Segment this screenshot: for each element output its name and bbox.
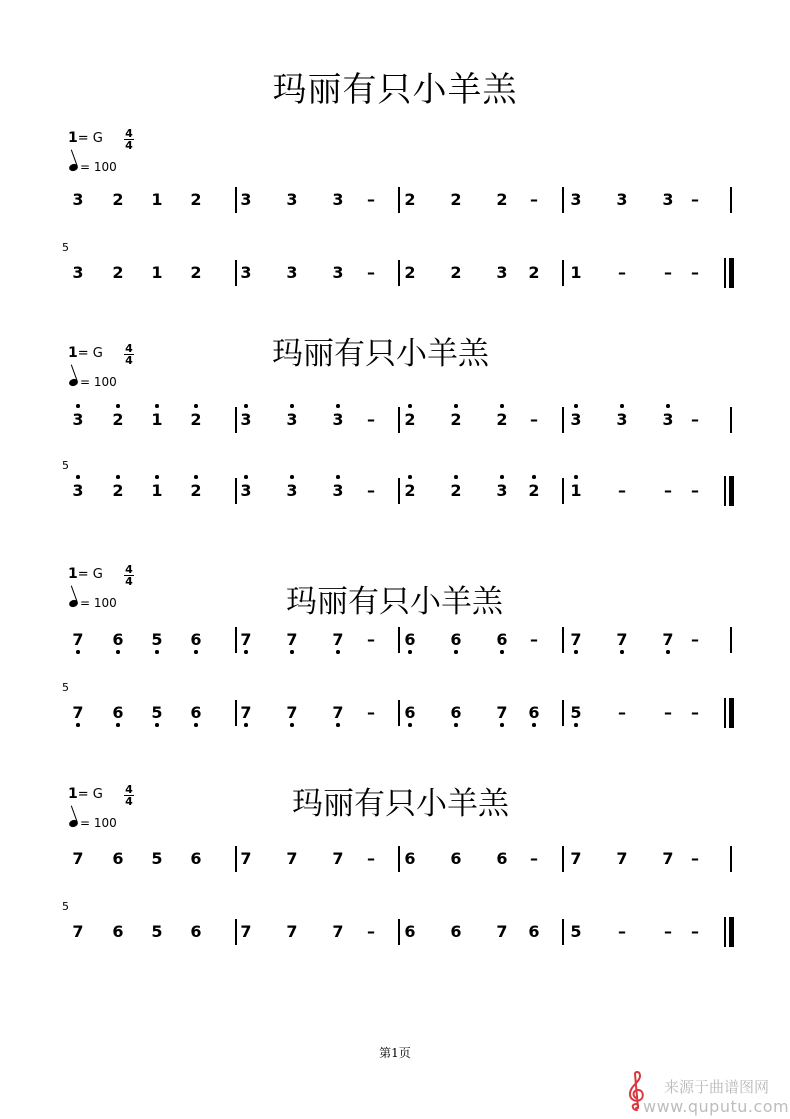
note: 6 [446, 631, 466, 649]
note: 3 [658, 411, 678, 429]
dash-extension: – [618, 481, 626, 500]
final-barline [729, 698, 734, 728]
time-signature-top: 4 [125, 127, 133, 140]
time-signature [123, 343, 135, 366]
note: 3 [282, 411, 302, 429]
key-signature [68, 566, 103, 582]
note: 6 [190, 849, 202, 868]
note: 7 [566, 631, 586, 649]
note: 6 [400, 704, 420, 722]
final-barline [729, 917, 734, 947]
dash-extension: – [367, 481, 375, 500]
measure-number: 5 [62, 241, 69, 254]
time-signature-bottom: 4 [125, 575, 133, 588]
note: 7 [286, 922, 298, 941]
note: 2 [190, 190, 202, 209]
note: 2 [112, 190, 124, 209]
barline [730, 187, 732, 213]
note: 5 [570, 922, 582, 941]
time-signature-bottom: 4 [125, 795, 133, 808]
quarter-note-icon [68, 818, 79, 828]
note: 3 [492, 482, 512, 500]
note: 3 [72, 190, 84, 209]
note: 2 [404, 263, 416, 282]
key-degree: 1 [68, 786, 78, 802]
time-signature [123, 784, 135, 807]
section-title: 玛丽有只小羊羔 [286, 584, 503, 620]
note: 2 [450, 190, 462, 209]
quarter-note-icon [68, 377, 79, 387]
time-signature-top: 4 [125, 563, 133, 576]
barline [730, 627, 732, 653]
measure-number: 5 [62, 681, 69, 694]
note: 6 [524, 704, 544, 722]
section-title: 玛丽有只小羊羔 [292, 786, 509, 822]
note: 2 [446, 411, 466, 429]
note: 7 [616, 849, 628, 868]
note: 6 [450, 849, 462, 868]
final-barline [729, 476, 734, 506]
dash-extension: – [664, 481, 672, 500]
tempo-value: = 100 [80, 596, 117, 610]
note: 7 [332, 922, 344, 941]
page-number: 第1页 [379, 1046, 411, 1060]
tempo-value: = 100 [80, 816, 117, 830]
note: 3 [566, 411, 586, 429]
final-barline-thin [724, 698, 726, 728]
barline [562, 919, 564, 945]
note: 1 [570, 263, 582, 282]
dash-extension: – [618, 263, 626, 282]
note: 2 [524, 482, 544, 500]
note: 2 [446, 482, 466, 500]
dash-extension: – [691, 703, 699, 722]
note: 6 [186, 631, 206, 649]
final-barline-thin [724, 476, 726, 506]
note: 2 [496, 190, 508, 209]
note: 7 [662, 849, 674, 868]
key-signature [68, 345, 103, 361]
note: 7 [236, 704, 256, 722]
note: 5 [147, 631, 167, 649]
dash-extension: – [664, 703, 672, 722]
note: 6 [400, 631, 420, 649]
tempo-marking [69, 596, 117, 610]
note: 2 [400, 482, 420, 500]
tempo-marking [69, 375, 117, 389]
final-barline-thin [724, 258, 726, 288]
dash-extension: – [691, 263, 699, 282]
dash-extension: – [618, 922, 626, 941]
watermark-text: 来源于曲谱图网 [664, 1078, 770, 1096]
quarter-note-icon [68, 598, 79, 608]
dash-extension: – [691, 481, 699, 500]
note: 7 [236, 631, 256, 649]
note: 3 [236, 482, 256, 500]
dash-extension: – [367, 190, 375, 209]
note: 3 [240, 263, 252, 282]
measure-number: 5 [62, 459, 69, 472]
note: 6 [112, 922, 124, 941]
barline [730, 407, 732, 433]
note: 2 [492, 411, 512, 429]
note: 2 [108, 411, 128, 429]
time-signature-top: 4 [125, 342, 133, 355]
key-equals: = G [77, 567, 103, 582]
note: 1 [147, 411, 167, 429]
dash-extension: – [367, 849, 375, 868]
barline [730, 846, 732, 872]
final-barline [729, 258, 734, 288]
note: 1 [151, 190, 163, 209]
dash-extension: – [664, 922, 672, 941]
note: 7 [570, 849, 582, 868]
note: 5 [147, 704, 167, 722]
tempo-value: = 100 [80, 375, 117, 389]
note: 5 [566, 704, 586, 722]
note: 6 [528, 922, 540, 941]
note: 6 [404, 922, 416, 941]
note: 6 [404, 849, 416, 868]
note: 6 [450, 922, 462, 941]
note: 7 [240, 849, 252, 868]
dash-extension: – [691, 849, 699, 868]
note: 5 [151, 849, 163, 868]
note: 2 [404, 190, 416, 209]
note: 7 [332, 849, 344, 868]
key-degree: 1 [68, 130, 78, 146]
time-signature-top: 4 [125, 783, 133, 796]
note: 5 [151, 922, 163, 941]
note: 7 [72, 922, 84, 941]
note: 2 [108, 482, 128, 500]
key-equals: = G [77, 787, 103, 802]
dash-extension: – [367, 703, 375, 722]
note: 3 [240, 190, 252, 209]
note: 6 [186, 704, 206, 722]
note: 2 [186, 411, 206, 429]
key-equals: = G [77, 346, 103, 361]
time-signature [123, 128, 135, 151]
barline [562, 627, 564, 653]
note: 1 [151, 263, 163, 282]
note: 3 [328, 411, 348, 429]
note: 3 [68, 482, 88, 500]
time-signature [123, 564, 135, 587]
note: 6 [492, 631, 512, 649]
note: 7 [72, 849, 84, 868]
measure-number: 5 [62, 900, 69, 913]
note: 3 [282, 482, 302, 500]
note: 3 [570, 190, 582, 209]
note: 6 [112, 849, 124, 868]
note: 2 [186, 482, 206, 500]
note: 7 [658, 631, 678, 649]
note: 6 [496, 849, 508, 868]
dash-extension: – [367, 922, 375, 941]
tempo-marking [69, 160, 117, 174]
note: 3 [68, 411, 88, 429]
note: 7 [496, 922, 508, 941]
key-signature [68, 130, 103, 146]
note: 3 [612, 411, 632, 429]
page-title: 玛丽有只小羊羔 [272, 70, 518, 110]
key-degree: 1 [68, 345, 78, 361]
note: 6 [190, 922, 202, 941]
dash-extension: – [691, 190, 699, 209]
watermark-url: www.quputu.com [643, 1097, 790, 1116]
note: 7 [286, 849, 298, 868]
note: 7 [328, 704, 348, 722]
note: 3 [332, 263, 344, 282]
note: 2 [528, 263, 540, 282]
dash-extension: – [530, 410, 538, 429]
dash-extension: – [691, 410, 699, 429]
note: 1 [566, 482, 586, 500]
note: 3 [332, 190, 344, 209]
dash-extension: – [367, 410, 375, 429]
note: 3 [662, 190, 674, 209]
barline [562, 187, 564, 213]
quarter-note-icon [68, 162, 79, 172]
dash-extension: – [367, 263, 375, 282]
note: 7 [282, 631, 302, 649]
final-barline-thin [724, 917, 726, 947]
barline [562, 700, 564, 726]
note: 7 [492, 704, 512, 722]
dash-extension: – [691, 922, 699, 941]
barline [562, 846, 564, 872]
barline [562, 478, 564, 504]
note: 2 [450, 263, 462, 282]
note: 7 [282, 704, 302, 722]
note: 6 [446, 704, 466, 722]
dash-extension: – [691, 630, 699, 649]
note: 7 [328, 631, 348, 649]
dash-extension: – [618, 703, 626, 722]
note: 7 [612, 631, 632, 649]
note: 7 [240, 922, 252, 941]
barline [562, 407, 564, 433]
time-signature-bottom: 4 [125, 354, 133, 367]
section-title: 玛丽有只小羊羔 [272, 336, 489, 372]
key-degree: 1 [68, 566, 78, 582]
note: 2 [190, 263, 202, 282]
note: 6 [108, 631, 128, 649]
note: 3 [328, 482, 348, 500]
note: 3 [72, 263, 84, 282]
note: 3 [286, 190, 298, 209]
note: 7 [68, 631, 88, 649]
key-signature [68, 786, 103, 802]
note: 6 [108, 704, 128, 722]
key-equals: = G [77, 131, 103, 146]
note: 3 [286, 263, 298, 282]
note: 3 [236, 411, 256, 429]
note: 3 [496, 263, 508, 282]
dash-extension: – [530, 190, 538, 209]
dash-extension: – [530, 849, 538, 868]
note: 2 [400, 411, 420, 429]
note: 1 [147, 482, 167, 500]
dash-extension: – [530, 630, 538, 649]
time-signature-bottom: 4 [125, 139, 133, 152]
note: 2 [112, 263, 124, 282]
tempo-value: = 100 [80, 160, 117, 174]
note: 3 [616, 190, 628, 209]
note: 7 [68, 704, 88, 722]
dash-extension: – [367, 630, 375, 649]
barline [562, 260, 564, 286]
tempo-marking [69, 816, 117, 830]
dash-extension: – [664, 263, 672, 282]
